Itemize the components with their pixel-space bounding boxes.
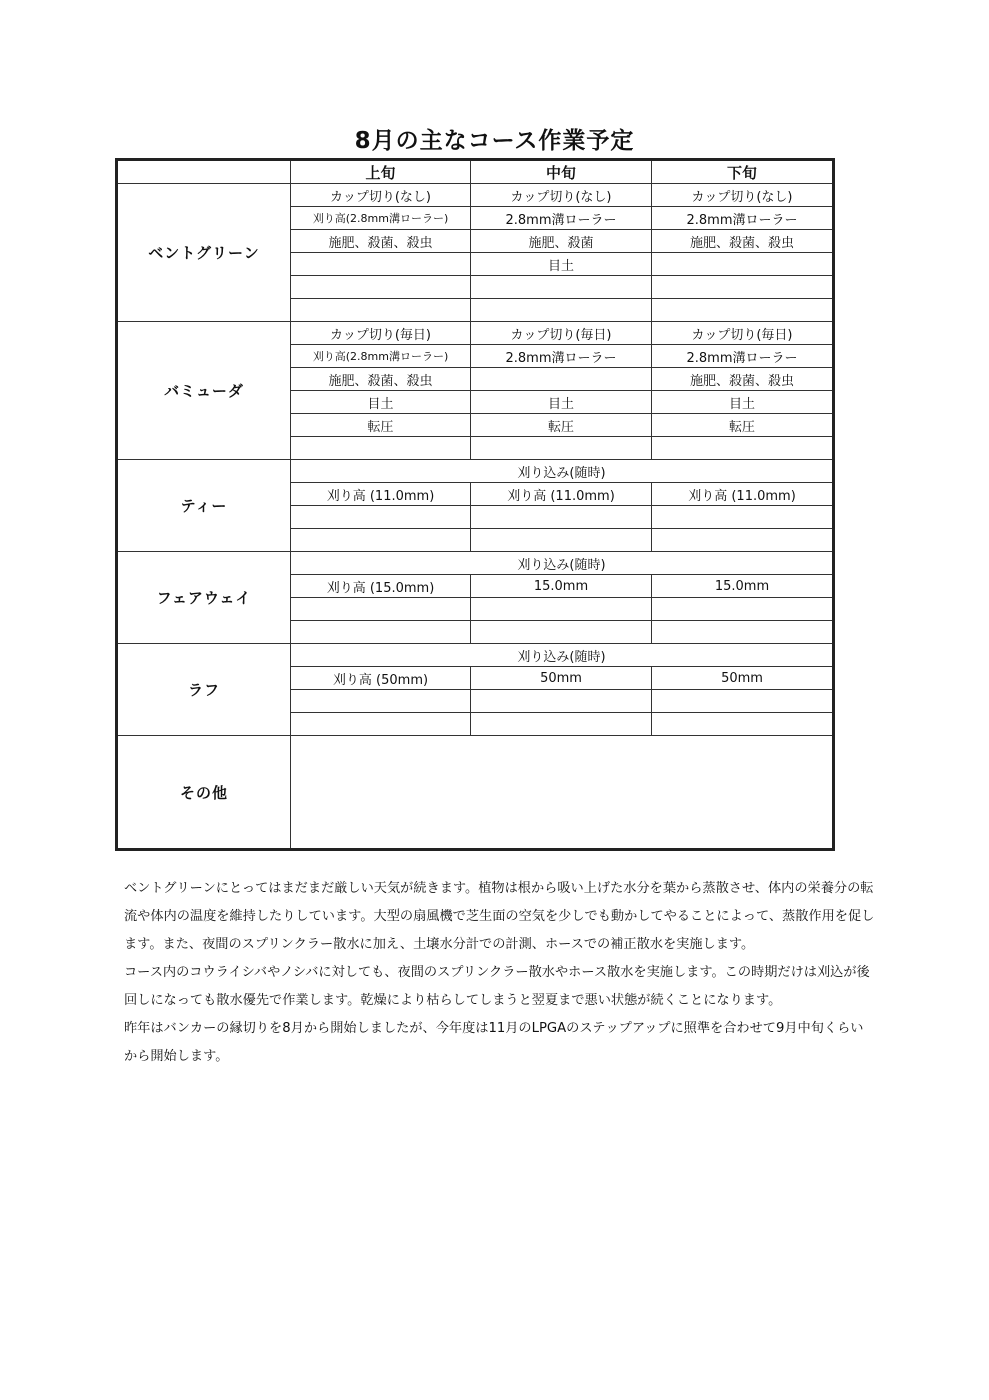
table-cell: 施肥、殺菌、殺虫 xyxy=(652,230,834,253)
empty-cell xyxy=(291,621,471,644)
empty-cell xyxy=(652,529,834,552)
table-cell: 刈り高(2.8mm溝ローラー) xyxy=(291,345,471,368)
table-cell: 2.8mm溝ローラー xyxy=(471,207,652,230)
rough-label: ラフ xyxy=(117,644,291,736)
table-cell: 施肥、殺菌 xyxy=(471,230,652,253)
table-cell: 2.8mm溝ローラー xyxy=(471,345,652,368)
table-cell: 転圧 xyxy=(471,414,652,437)
empty-cell xyxy=(471,621,652,644)
header-row xyxy=(117,160,834,184)
bent-green-label: ベントグリーン xyxy=(117,184,291,322)
note-paragraph: コース内のコウライシバやノシバに対しても、夜間のスプリンクラー散水やホース散水を実施します。この時期だけは刈込が後回しになっても散水優先で作業します。乾燥により枯らしてしまうと翌夏まで悪い状態が続くことになります。 xyxy=(124,965,870,1008)
table-cell: 刈り高 (11.0mm) xyxy=(291,483,471,506)
fairway-mowing-span: 刈り込み(随時) xyxy=(291,552,834,575)
empty-cell xyxy=(652,299,834,322)
table-cell: 施肥、殺菌、殺虫 xyxy=(291,230,471,253)
empty-cell xyxy=(652,437,834,460)
table-cell: 15.0mm xyxy=(652,575,834,598)
table-cell: 転圧 xyxy=(291,414,471,437)
table-cell: 2.8mm溝ローラー xyxy=(652,345,834,368)
bermuda-label: バミューダ xyxy=(117,322,291,460)
table-cell xyxy=(652,253,834,276)
table-cell: 2.8mm溝ローラー xyxy=(652,207,834,230)
header-early: 上旬 xyxy=(291,160,471,184)
empty-cell xyxy=(652,621,834,644)
table-cell: カップ切り(なし) xyxy=(652,184,834,207)
table-cell: 50mm xyxy=(652,667,834,690)
table-cell: カップ切り(なし) xyxy=(291,184,471,207)
other-row xyxy=(117,736,834,850)
tee-label: ティー xyxy=(117,460,291,552)
table-cell: カップ切り(毎日) xyxy=(471,322,652,345)
empty-cell xyxy=(471,713,652,736)
header-mid: 中旬 xyxy=(471,160,652,184)
table-cell: 50mm xyxy=(471,667,652,690)
table-cell: 目土 xyxy=(652,391,834,414)
table-cell: 刈り高 (11.0mm) xyxy=(652,483,834,506)
table-cell: 施肥、殺菌、殺虫 xyxy=(652,368,834,391)
empty-cell xyxy=(471,276,652,299)
tee-row xyxy=(117,460,834,483)
table-cell: 刈り高 (11.0mm) xyxy=(471,483,652,506)
empty-cell xyxy=(291,506,471,529)
other-label: その他 xyxy=(117,736,291,850)
empty-cell xyxy=(652,276,834,299)
notes-section xyxy=(115,875,875,1071)
table-cell: カップ切り(毎日) xyxy=(652,322,834,345)
table-cell: カップ切り(毎日) xyxy=(291,322,471,345)
table-cell: 目土 xyxy=(471,391,652,414)
empty-cell xyxy=(471,437,652,460)
fairway-row xyxy=(117,552,834,575)
empty-cell xyxy=(471,506,652,529)
table-cell: 目土 xyxy=(471,253,652,276)
empty-cell xyxy=(291,529,471,552)
empty-cell xyxy=(471,299,652,322)
empty-cell xyxy=(291,299,471,322)
rough-row xyxy=(117,644,834,667)
note-paragraph: ベントグリーンにとってはまだまだ厳しい天気が続きます。植物は根から吸い上げた水分を葉から蒸散させ、体内の栄養分の転流や体内の温度を維持したりしています。大型の扇風機で芝生面の空気を少しでも動かしてやることによって、蒸散作用を促します。また、夜間のスプリンクラー散水に加え、土壌水分計での計測、ホースでの補正散水を実施します。 xyxy=(124,881,875,952)
table-cell: 15.0mm xyxy=(471,575,652,598)
table-cell: 転圧 xyxy=(652,414,834,437)
table-cell: 刈り高 (15.0mm) xyxy=(291,575,471,598)
note-paragraph: 昨年はバンカーの縁切りを8月から開始しましたが、今年度は11月のLPGAのステップアップに照準を合わせて9月中旬くらいから開始します。 xyxy=(124,1021,864,1064)
empty-cell xyxy=(291,713,471,736)
header-late: 下旬 xyxy=(652,160,834,184)
empty-cell xyxy=(652,690,834,713)
empty-cell xyxy=(291,598,471,621)
empty-cell xyxy=(291,276,471,299)
empty-cell xyxy=(471,529,652,552)
empty-cell xyxy=(291,690,471,713)
table-cell: 刈り高 (50mm) xyxy=(291,667,471,690)
table-cell: 目土 xyxy=(291,391,471,414)
table-cell xyxy=(291,253,471,276)
empty-cell xyxy=(471,598,652,621)
bermuda-row xyxy=(117,322,834,345)
other-content xyxy=(291,736,834,850)
table-cell: 刈り高(2.8mm溝ローラー) xyxy=(291,207,471,230)
table-cell xyxy=(471,368,652,391)
page-title: 8月の主なコース作業予定 xyxy=(354,128,635,154)
table-cell: 施肥、殺菌、殺虫 xyxy=(291,368,471,391)
empty-cell xyxy=(652,506,834,529)
tee-mowing-span: 刈り込み(随時) xyxy=(291,460,834,483)
empty-cell xyxy=(652,713,834,736)
schedule-table xyxy=(115,158,835,851)
table-cell: カップ切り(なし) xyxy=(471,184,652,207)
empty-cell xyxy=(652,598,834,621)
empty-cell xyxy=(471,690,652,713)
bent-green-row xyxy=(117,184,834,207)
fairway-label: フェアウェイ xyxy=(117,552,291,644)
rough-mowing-span: 刈り込み(随時) xyxy=(291,644,834,667)
empty-cell xyxy=(291,437,471,460)
header-blank xyxy=(117,160,291,184)
